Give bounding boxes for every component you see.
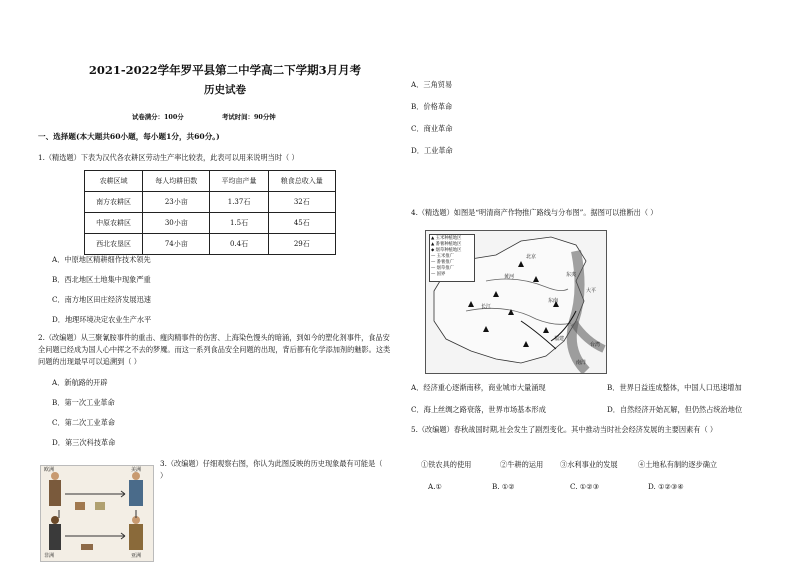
q1-option-d: D．地理环境决定农业生产水平 <box>52 315 152 324</box>
map-label: 大平 <box>586 288 597 294</box>
table-cell: 中原农耕区 <box>85 213 143 234</box>
q2-option-d: D．第三次科技革命 <box>52 438 116 447</box>
table-row <box>85 213 336 234</box>
trade-illustration-svg <box>41 466 153 561</box>
q3-option-b: B．价格革命 <box>411 102 453 111</box>
table-cell: 29石 <box>268 234 335 255</box>
q2-option-b: B．第一次工业革命 <box>52 398 115 407</box>
section-heading: 一、选择题(本大题共60小题，每小题1分，共60分。) <box>38 132 220 141</box>
table-cell: 南方农耕区 <box>85 192 143 213</box>
q5-option-d: D. ①②③④ <box>648 482 684 491</box>
table-cell: 0.4石 <box>210 234 268 255</box>
map-label: 黄河 <box>504 274 515 280</box>
table-cell: 45石 <box>268 213 335 234</box>
legend-item: — 烟草推广 <box>431 266 454 271</box>
map-label: 台湾 <box>590 342 601 348</box>
table-cell: 32石 <box>268 192 335 213</box>
exam-title: 2021-2022学年罗平县第二中学高二下学期3月月考 <box>88 63 362 77</box>
q1-option-c: C．南方地区田庄经济发展迅速 <box>52 295 151 304</box>
trade-illustration <box>40 465 154 562</box>
legend-item: ▲ 番薯种植地区 <box>431 242 462 247</box>
q1-table <box>84 170 336 255</box>
legend-item: ▲ 玉米种植地区 <box>431 236 462 241</box>
table-row <box>85 234 336 255</box>
q3-option-a: A．三角贸易 <box>411 80 453 89</box>
q5-stem: 5.（改编题）春秋战国时期,社会发生了剧烈变化。其中推动当时社会经济发展的主要因素有（ ） <box>411 425 718 434</box>
q1-option-a: A．中原地区精耕细作技术领先 <box>52 255 151 264</box>
map-label: 南洋 <box>576 360 587 366</box>
q2-option-c: C．第二次工业革命 <box>52 418 116 427</box>
q1-header-3: 平均亩产量 <box>210 171 268 192</box>
table-cell: 1.5石 <box>210 213 268 234</box>
q3-stem: 3.（改编题）仔细观察右图，你认为此图反映的历史现象最有可能是（ ） <box>160 459 383 480</box>
q4-stem: 4.（精选题）如图是“明清商产作物推广路线与分布图”。据图可以推断出（ ） <box>411 208 658 217</box>
table-cell: 1.37石 <box>210 192 268 213</box>
pic-label-america: 美洲 <box>131 467 142 473</box>
map-label: 东南 <box>548 298 559 304</box>
map-label: 福建 <box>554 336 565 342</box>
q4-option-b: B．世界日益连成整体，中国人口迅速增加 <box>607 383 742 392</box>
map-label: 东夷 <box>566 272 577 278</box>
q3-option-d: D．工业革命 <box>411 146 453 155</box>
pic-label-europe: 欧洲 <box>44 467 55 473</box>
q4-option-c: C．海上丝绸之路衰落，世界市场基本形成 <box>411 405 546 414</box>
q2-option-a: A．新航路的开辟 <box>52 378 108 387</box>
exam-score: 试卷满分：100分 <box>132 113 184 121</box>
q5-item-3: ③水利事业的发展 <box>560 460 618 469</box>
q1-header-1: 农耕区域 <box>85 171 143 192</box>
q3-option-c: C．商业革命 <box>411 124 453 133</box>
q1-header-4: 粮食总收入量 <box>268 171 335 192</box>
legend-item: — 玉米推广 <box>431 254 454 259</box>
q4-option-a: A．经济重心逐渐南移，商业城市大量涌现 <box>411 383 546 392</box>
q1-stem: 1.（精选题）下表为汉代各农耕区劳动生产率比较表，此表可以用来说明当时（ ） <box>38 153 299 162</box>
q1-option-b: B．西北地区土地集中现象严重 <box>52 275 151 284</box>
ming-qing-crops-map <box>425 230 607 374</box>
map-legend <box>429 234 475 282</box>
map-label: 北京 <box>526 254 537 260</box>
q1-header-2: 每人均耕田数 <box>143 171 210 192</box>
legend-item: ◆ 烟草种植地区 <box>431 248 462 253</box>
pic-label-africa: 非洲 <box>44 553 55 559</box>
q5-option-c: C. ①②③ <box>570 482 600 491</box>
q5-option-b: B. ①② <box>492 482 515 491</box>
table-cell: 西北农垦区 <box>85 234 143 255</box>
table-cell: 74小亩 <box>143 234 210 255</box>
q5-item-4: ④土地私有制的逐步确立 <box>638 460 718 469</box>
q4-option-d: D．自然经济开始瓦解，但仍然占统治地位 <box>607 405 743 414</box>
legend-item: — 番薯推广 <box>431 260 454 265</box>
q5-item-1: ①铁农具的使用 <box>421 460 472 469</box>
pic-label-asia: 亚洲 <box>131 553 142 559</box>
q2-stem: 2.（改编题）从三聚氰胺事件的重击、瘦肉精事件的伤害、上海染色馒头的暗涌，到如今的塑化剂事件，食品安全问题已经成为国人心中挥之不去的梦魇。而这一系列食品安全问题的出现，背后都有化学添加剂的魅影。这类问题的出现最早可以追溯到（ ） <box>38 333 391 366</box>
table-cell: 30小亩 <box>143 213 210 234</box>
q5-item-2: ②牛耕的运用 <box>500 460 544 469</box>
exam-time: 考试时间：90分钟 <box>222 113 276 121</box>
table-row <box>85 192 336 213</box>
q5-option-a: A.① <box>428 482 442 491</box>
exam-subtitle: 历史试卷 <box>204 84 246 96</box>
legend-item: — 国界 <box>431 272 446 277</box>
table-cell: 23小亩 <box>143 192 210 213</box>
map-label: 长江 <box>481 304 492 310</box>
